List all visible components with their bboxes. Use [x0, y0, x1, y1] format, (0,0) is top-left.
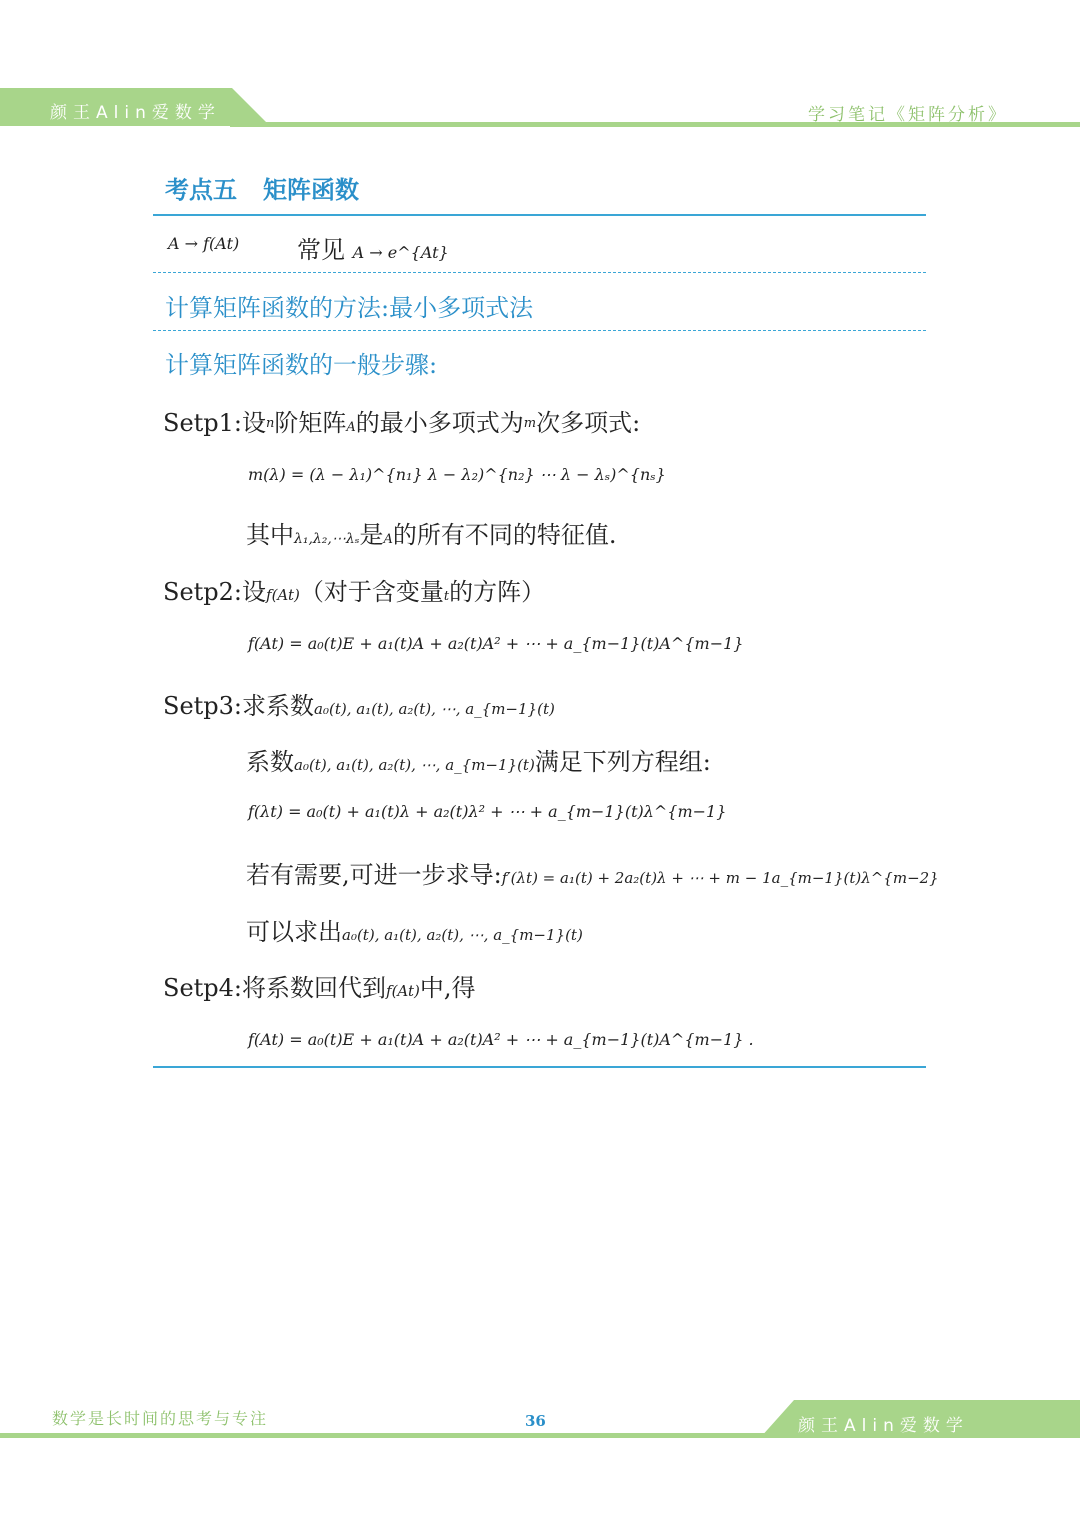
section-name: 矩阵函数: [263, 176, 359, 204]
step4-line: [163, 968, 476, 1003]
header-left-title: 颜王Alin爱数学: [50, 103, 221, 123]
section-bottom-rule: [153, 1066, 926, 1068]
step1-text-b: 阶矩阵: [274, 409, 347, 437]
step3-line2-b: 满足下列方程组:: [534, 748, 711, 776]
footer-motto: 数学是长时间的思考与专注: [52, 1409, 269, 1428]
step2-text-c: 的方阵）: [449, 578, 546, 606]
intro-formula: A → f(At): [168, 234, 240, 253]
step2-label: Setp2:设: [163, 578, 267, 606]
step1-A: A: [346, 420, 356, 435]
step4-formula: f(At) = a₀(t)E + a₁(t)A + a₂(t)A² + ⋯ + a_{m−1}(t)A^{m−1} .: [248, 1030, 754, 1049]
intro-common-formula: A → e^{At}: [352, 243, 449, 262]
step2-fAt: f(At): [266, 586, 300, 604]
step2-formula: f(At) = a₀(t)E + a₁(t)A + a₂(t)A² + ⋯ + a_{m−1}(t)A^{m−1}: [248, 634, 744, 653]
step1-text-d: 次多项式:: [536, 409, 641, 437]
step3-line2: [246, 742, 711, 777]
intro-common-label: 常见: [297, 236, 345, 264]
step3-solve-text: 可以求出: [246, 918, 342, 946]
step1-note-b: 是: [359, 521, 384, 549]
step1-note: [246, 515, 617, 550]
step1-m: m: [523, 416, 537, 431]
step1-text-c: 的最小多项式为: [355, 409, 524, 437]
footer-rule: [0, 1433, 780, 1438]
step1-note-A: A: [383, 532, 393, 547]
step3-deriv-formula: f′(λt) = a₁(t) + 2a₂(t)λ + ⋯ + m − 1a_{m−1}(t)λ^{m−2}: [501, 869, 939, 887]
intro-row: [168, 234, 239, 253]
page-number: 36: [525, 1412, 546, 1430]
step3-coeffs: a₀(t), a₁(t), a₂(t), ⋯, a_{m−1}(t): [314, 700, 555, 718]
step1-formula: m(λ) = (λ − λ₁)^{n₁} λ − λ₂)^{n₂} ⋯ λ − λₛ)^{nₛ}: [248, 465, 666, 484]
step1-line: [163, 403, 640, 438]
step2-line: [163, 572, 545, 607]
step2-t: t: [443, 589, 450, 604]
step3-deriv: [246, 855, 939, 890]
step3-solve: [246, 912, 583, 947]
section-number: 考点五: [165, 176, 237, 204]
section-title: [165, 170, 359, 205]
step3-formula: f(λt) = a₀(t) + a₁(t)λ + a₂(t)λ² + ⋯ + a_{m−1}(t)λ^{m−1}: [248, 802, 727, 821]
step1-note-a: 其中: [246, 521, 294, 549]
step1-note-symbols: λ₁,λ₂,⋯λₛ: [294, 531, 360, 547]
section-top-rule: [153, 214, 926, 216]
step3-line2-coeffs: a₀(t), a₁(t), a₂(t), ⋯, a_{m−1}(t): [294, 756, 535, 774]
step4-label: Setp4:将系数回代到: [163, 974, 387, 1002]
step1-label: Setp1:设: [163, 409, 267, 437]
footer-right-title: 颜王Alin爱数学: [798, 1416, 969, 1436]
step1-n: n: [266, 416, 275, 431]
step3-deriv-text: 若有需要,可进一步求导:: [246, 861, 502, 889]
step3-line: [163, 686, 555, 721]
method-heading: 计算矩阵函数的方法:最小多项式法: [165, 294, 534, 322]
step4-fAt: f(At): [386, 982, 420, 1000]
dashed-rule-1: [153, 272, 926, 273]
dashed-rule-2: [153, 330, 926, 331]
steps-heading: 计算矩阵函数的一般步骤:: [165, 351, 438, 379]
step3-line2-a: 系数: [246, 748, 294, 776]
step4-text-b: 中,得: [419, 974, 476, 1002]
step3-label: Setp3:求系数: [163, 692, 315, 720]
step2-text-b: （对于含变量: [299, 578, 444, 606]
intro-common: [297, 230, 449, 265]
step3-solve-coeffs: a₀(t), a₁(t), a₂(t), ⋯, a_{m−1}(t): [342, 926, 583, 944]
step1-note-c: 的所有不同的特征值.: [392, 521, 617, 549]
header-right-title: 学习笔记《矩阵分析》: [808, 105, 1008, 125]
